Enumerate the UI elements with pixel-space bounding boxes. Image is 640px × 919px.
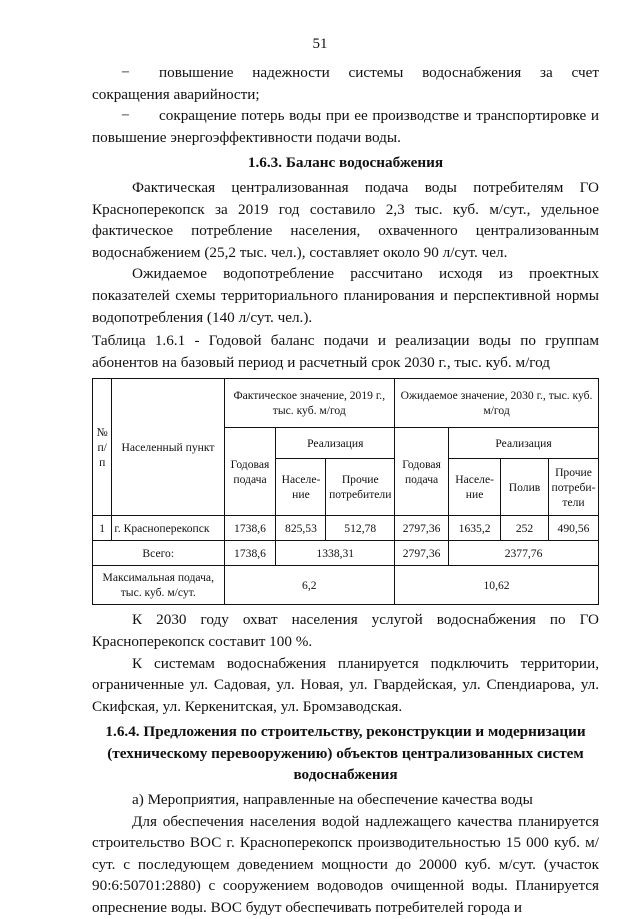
section-heading: 1.6.3. Баланс водоснабжения xyxy=(247,154,444,172)
cell-total-realization-2019: 1338,31 xyxy=(276,541,395,566)
page-number: 51 xyxy=(312,36,328,52)
table-row-max xyxy=(93,566,599,605)
bullet-text: сокращение потерь воды при ее производстве и транспортировке и повышение энергоэффективности подачи воды. xyxy=(92,107,599,146)
cell-watering-2030: 252 xyxy=(501,516,549,541)
cell-locality: г. Красноперекопск xyxy=(112,516,224,541)
subheading: а) Мероприятия, направленные на обеспечение качества воды xyxy=(132,791,533,809)
header-locality: Населенный пункт xyxy=(112,379,224,516)
header-other-2019: Прочие потребители xyxy=(326,459,395,516)
water-balance-table xyxy=(92,378,599,605)
bullet-dash: − xyxy=(121,64,130,81)
cell-total-supply-2019: 1738,6 xyxy=(224,541,276,566)
header-other-2030: Прочие потреби-тели xyxy=(548,459,598,516)
bullet-dash: − xyxy=(121,107,130,125)
bullet-item xyxy=(92,62,599,105)
page-content xyxy=(92,62,599,919)
header-watering-2030: Полив xyxy=(501,459,549,516)
header-annual-supply-2030: Годовая подача xyxy=(395,428,449,516)
bullet-item xyxy=(92,105,599,148)
table-row-total xyxy=(93,541,599,566)
cell-total-label: Всего: xyxy=(93,541,225,566)
cell-other-2019: 512,78 xyxy=(326,516,395,541)
header-realization-2019: Реализация xyxy=(276,428,395,459)
cell-number: 1 xyxy=(93,516,112,541)
cell-max-2019: 6,2 xyxy=(224,566,395,605)
header-population-2019: Населе-ние xyxy=(276,459,326,516)
header-expected-2030: Ожидаемое значение, 2030 г., тыс. куб. м/год xyxy=(395,379,599,428)
paragraph: К системам водоснабжения планируется подключить территории, ограниченные ул. Садовая, ул. Новая, ул. Гвардейская, ул. Спендиарова, ул. Скифская, ул. Керкенитская, ул. Бромзаводская. xyxy=(92,654,599,715)
cell-max-label: Максимальная подача, тыс. куб. м/сут. xyxy=(93,566,225,605)
cell-other-2030: 490,56 xyxy=(548,516,598,541)
table-row xyxy=(93,516,599,541)
cell-population-2019: 825,53 xyxy=(276,516,326,541)
header-annual-supply-2019: Годовая подача xyxy=(224,428,276,516)
paragraph: Фактическая централизованная подача воды потребителям ГО Красноперекопск за 2019 год составило 2,3 тыс. куб. м/сут., удельное фактическое потребление населения, охваченного централизованным водоснабжением (25,2 тыс. чел.), составляет около 90 л/сут. чел. xyxy=(92,178,599,261)
header-number: № п/п xyxy=(93,379,112,516)
cell-max-2030: 10,62 xyxy=(395,566,599,605)
cell-total-supply-2030: 2797,36 xyxy=(395,541,449,566)
table-caption: Таблица 1.6.1 - Годовой баланс подачи и реализации воды по группам абонентов на базовый период и расчетный срок 2030 г., тыс. куб. м/год xyxy=(92,332,599,371)
paragraph: Ожидаемое водопотребление рассчитано исходя из проектных показателей схемы территориального планирования и перспективной нормы водопотребления (140 л/сут. чел.). xyxy=(92,265,599,326)
paragraph: Для обеспечения населения водой надлежащего качества планируется строительство ВОС г. Красноперекопск производительностью 15 000 куб. м/сут. с последующем доведением мощности до 20000 куб. м/сут. (участок 90:6:50701:2880) с сооружением водоводов очищенной воды. Планируется опреснение воды. ВОС будут обеспечивать потребителей города и xyxy=(92,812,599,917)
header-realization-2030: Реализация xyxy=(449,428,599,459)
cell-total-realization-2030: 2377,76 xyxy=(449,541,599,566)
paragraph: К 2030 году охват населения услугой водоснабжения по ГО Красноперекопск составит 100 %. xyxy=(92,611,599,650)
cell-supply-2030: 2797,36 xyxy=(395,516,449,541)
cell-supply-2019: 1738,6 xyxy=(224,516,276,541)
bullet-text: повышение надежности системы водоснабжения за счет сокращения аварийности; xyxy=(92,64,599,103)
cell-population-2030: 1635,2 xyxy=(449,516,501,541)
section-heading: 1.6.4. Предложения по строительству, реконструкции и модернизации (техническому перевооружению) объектов централизованных систем водоснабжения xyxy=(105,723,586,784)
header-actual-2019: Фактическое значение, 2019 г., тыс. куб. м/год xyxy=(224,379,395,428)
header-population-2030: Населе-ние xyxy=(449,459,501,516)
